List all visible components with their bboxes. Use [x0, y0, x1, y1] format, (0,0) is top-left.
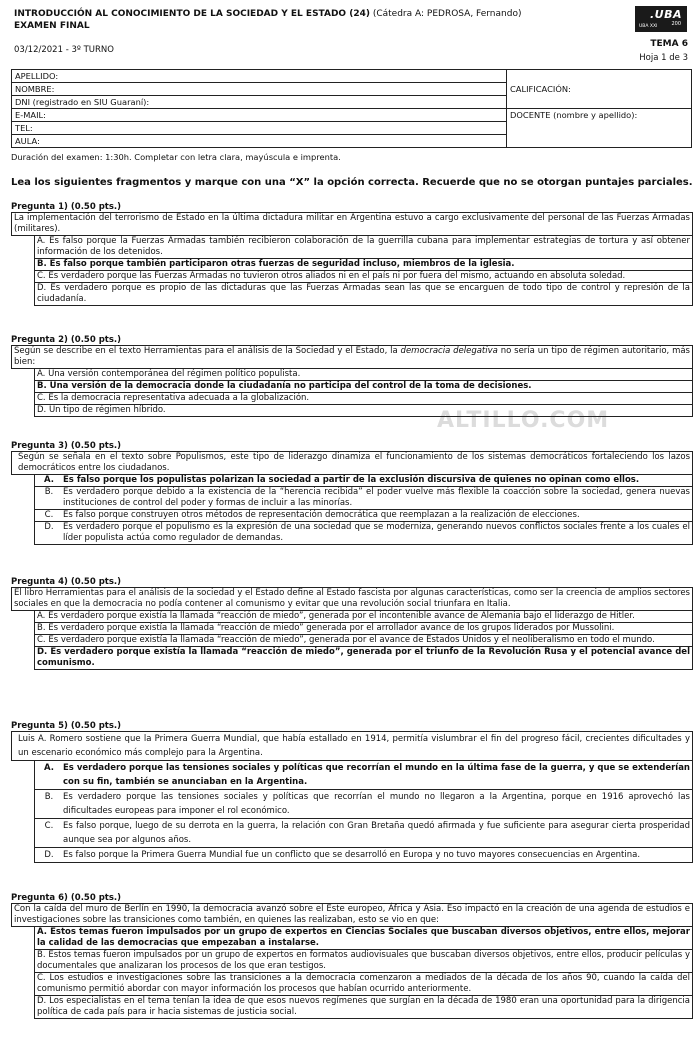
option-a[interactable]: A. Es verdadero porque existía la llamada “reacción de miedo”, generada por el incontenible avance de Alemania bajo el liderazgo de Hitler.	[34, 611, 693, 623]
page-counter: Hoja 1 de 3	[639, 53, 688, 63]
aula-field[interactable]: AULA:	[12, 135, 507, 148]
question-2	[11, 335, 693, 417]
option-a[interactable]: A. Una versión contemporánea del régimen político populista.	[34, 369, 693, 381]
question-title: Pregunta 6) (0.50 pts.)	[11, 893, 122, 903]
exam-duration: Duración del examen: 1:30h. Completar con letra clara, mayúscula e imprenta.	[11, 152, 341, 162]
option-c[interactable]: C. Los estudios e investigaciones sobre las transiciones a la democracia comenzaron a mediados de la década de los años 90, cuando la caída del comunismo permitió abordar con mayor información los procesos que habían ocurrido anteriormente.	[34, 973, 693, 996]
question-title: Pregunta 1) (0.50 pts.)	[11, 202, 122, 212]
option-c[interactable]: C. Es la democracia representativa adecuada a la globalización.	[34, 393, 693, 405]
option-a[interactable]: A. Estos temas fueron impulsados por un grupo de expertos en Ciencias Sociales que buscaban diversos objetivos, entre ellos, mejorar la calidad de las democracias que empezaban a instalarse.	[34, 927, 693, 950]
question-text: Según se señala en el texto sobre Populismos, este tipo de liderazgo dinamiza el funcionamiento de los sistemas democráticos fortaleciendo los lazos democráticos entre los ciudadanos.	[11, 451, 693, 475]
docente-field[interactable]: DOCENTE (nombre y apellido):	[507, 109, 692, 148]
question-1	[11, 202, 693, 306]
option-d[interactable]: D. Es verdadero porque el populismo es la expresión de una sociedad que se moderniza, generando nuevos conflictos sociales frente a los cuales el líder populista actúa como regulador de demandas.	[34, 522, 693, 545]
option-c[interactable]: C. Es falso porque, luego de su derrota en la guerra, la relación con Gran Bretaña quedó afirmada y fue suficiente para asegurar cierta prosperidad aunque sea por algunos años.	[34, 819, 693, 848]
question-text: Con la caída del muro de Berlín en 1990, la democracia avanzó sobre el Este europeo, África y Asia. Eso impactó en la creación de una agenda de estudios e investigaciones sobre las transiciones como también, en quienes las realizaban, esto se vio en que:	[11, 903, 693, 927]
option-b[interactable]: B. Es falso porque también participaron otras fuerzas de seguridad incluso, miembros de la iglesia.	[34, 259, 693, 271]
student-info-table	[11, 69, 692, 148]
instructions: Lea los siguientes fragmentos y marque con una “X” la opción correcta. Recuerde que no se otorgan puntajes parciales.	[11, 177, 693, 188]
exam-header	[14, 8, 614, 32]
question-title: Pregunta 2) (0.50 pts.)	[11, 335, 122, 345]
option-a[interactable]: A. Es falso porque la Fuerzas Armadas también recibieron colaboración de la guerrilla cubana para implementar estrategias de tortura y así obtener información de los detenidos.	[34, 236, 693, 259]
calificacion-field[interactable]: CALIFICACIÓN:	[507, 70, 692, 109]
exam-type: EXAMEN FINAL	[14, 21, 90, 31]
option-d[interactable]: D. Un tipo de régimen híbrido.	[34, 405, 693, 417]
apellido-field[interactable]: APELLIDO:	[12, 70, 507, 83]
dni-field[interactable]: DNI (registrado en SIU Guaraní):	[12, 96, 507, 109]
option-d[interactable]: D. Es verdadero porque existía la llamada “reacción de miedo”, generada por el triunfo de la Revolución Rusa y el potencial avance del comunismo.	[34, 647, 693, 670]
option-c[interactable]: C. Es verdadero porque existía la llamada “reacción de miedo”, generada por el avance de Estados Unidos y el neoliberalismo en todo el mundo.	[34, 635, 693, 647]
option-b[interactable]: B. Es verdadero porque debido a la existencia de la “herencia recibida” el poder vuelve más flexible la coacción sobre la sociedad, genera nuevas instituciones de control del poder y formas de incluir a las minorías.	[34, 487, 693, 510]
option-c[interactable]: C. Es falso porque construyen otros métodos de representación democrática que reemplazan a la realización de elecciones.	[34, 510, 693, 522]
exam-date: 03/12/2021 - 3º TURNO	[14, 45, 114, 55]
tema-label: TEMA 6	[650, 39, 688, 49]
question-4	[11, 577, 693, 670]
option-b[interactable]: B. Es verdadero porque las tensiones sociales y políticas que recorrían el mundo no llegaron a la Argentina, porque en 1916 aprovechó las dificultades europeas para imponer el rol económico.	[34, 790, 693, 819]
option-b[interactable]: B. Una versión de la democracia donde la ciudadanía no participa del control de la toma de decisiones.	[34, 381, 693, 393]
option-d[interactable]: D. Es falso porque la Primera Guerra Mundial fue un conflicto que se desarrolló en Europa y no tuvo mayores consecuencias en Argentina.	[34, 848, 693, 863]
option-a[interactable]: A. Es falso porque los populistas polarizan la sociedad a partir de la exclusión discursiva de quienes no opinan como ellos.	[34, 475, 693, 487]
question-text: La implementación del terrorismo de Estado en la última dictadura militar en Argentina estuvo a cargo exclusivamente del personal de las Fuerzas Armadas (militares).	[11, 212, 693, 236]
course-title: INTRODUCCIÓN AL CONOCIMIENTO DE LA SOCIEDAD Y EL ESTADO (24)	[14, 9, 370, 19]
question-3	[11, 441, 693, 545]
watermark: ALTILLO.COM	[437, 408, 610, 433]
question-5	[11, 721, 693, 863]
option-d[interactable]: D. Los especialistas en el tema tenían la idea de que esos nuevos regímenes que surgían en la década de 1980 eran una oportunidad para la dirigencia política de cada país para ir hacia sistemas de justicia social.	[34, 996, 693, 1019]
catedra: (Cátedra A: PEDROSA, Fernando)	[372, 9, 522, 19]
email-field[interactable]: E-MAIL:	[12, 109, 507, 122]
option-b[interactable]: B. Es verdadero porque existía la llamada “reacción de miedo” generada por el arrollador avance de los grupos liderados por Mussolini.	[34, 623, 693, 635]
question-title: Pregunta 3) (0.50 pts.)	[11, 441, 122, 451]
option-d[interactable]: D. Es verdadero porque es propio de las dictaduras que las Fuerzas Armadas sean las que se encarguen de todo tipo de control y represión de la ciudadanía.	[34, 283, 693, 306]
uba-logo: .UBA UBA XXI 200	[635, 6, 687, 32]
question-title: Pregunta 4) (0.50 pts.)	[11, 577, 122, 587]
question-text: El libro Herramientas para el análisis de la sociedad y el Estado define al Estado fascista por algunas características, como ser la creencia de amplios sectores sociales en que la democracia no podía contener al comunismo y evitar que una revolución social triunfara en Italia.	[11, 587, 693, 611]
question-title: Pregunta 5) (0.50 pts.)	[11, 721, 122, 731]
question-text: Luis A. Romero sostiene que la Primera Guerra Mundial, que había estallado en 1914, permitía vislumbrar el fin del progreso fácil, crecientes dificultades y un escenario económico más complejo para la Argentina.	[11, 731, 693, 761]
nombre-field[interactable]: NOMBRE:	[12, 83, 507, 96]
option-a[interactable]: A. Es verdadero porque las tensiones sociales y políticas que recorrían el mundo en la última fase de la guerra, y que se extenderían con su fin, también se anunciaban en la Argentina.	[34, 761, 693, 790]
option-c[interactable]: C. Es verdadero porque las Fuerzas Armadas no tuvieron otros aliados ni en el país ni por fuera del mismo, actuando en absoluta soledad.	[34, 271, 693, 283]
option-b[interactable]: B. Estos temas fueron impulsados por un grupo de expertos en formatos audiovisuales que buscaban diversos objetivos, entre ellos, producir películas y documentales que analizaran los procesos de los que eran testigos.	[34, 950, 693, 973]
question-text: Según se describe en el texto Herramientas para el análisis de la Sociedad y el Estado, la democracia delegativa no sería un tipo de régimen autoritario, más bien:	[11, 345, 693, 369]
tel-field[interactable]: TEL:	[12, 122, 507, 135]
question-6	[11, 893, 693, 1019]
